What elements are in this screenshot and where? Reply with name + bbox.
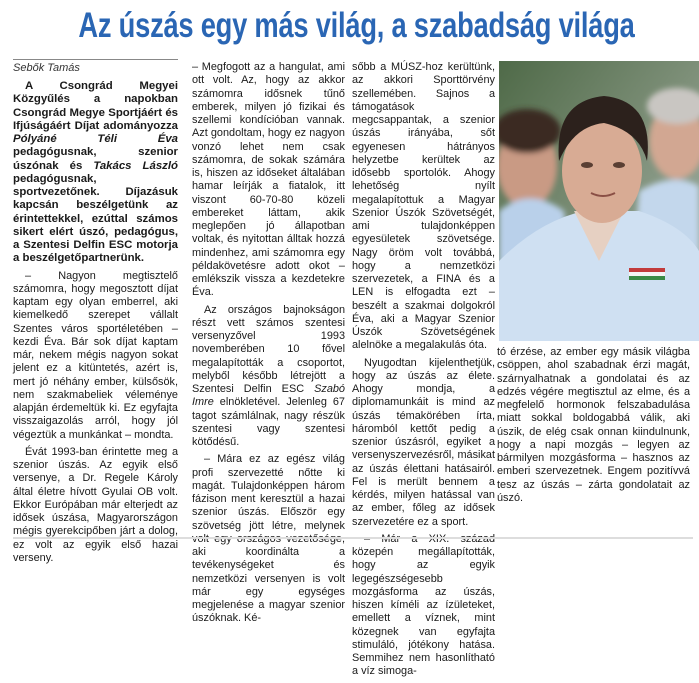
- paragraph: tó érzése, az ember egy másik világba csöppen, ahol szabadnak érzi magát, szárnyalhatnak a gondolatai és az edzés végére megtisztul az elme, és a megfelelő hormonok felszabadulása miatt sokkal boldogabbá válik, aki úszik, de elég csak onnan kiindulnunk, hogy a napi mozgás – legyen az bármilyen mozgásforma – hasznos az emberi szervezetnek. Engem pozitívvá tesz az úszás – zárta gondolatait az úszó.: [497, 346, 690, 504]
- bottom-divider: [13, 537, 693, 539]
- article-photo: [499, 61, 699, 341]
- lead-text: pedagógusnak, szenior úszónak és: [13, 146, 178, 172]
- lead-paragraph: [13, 80, 178, 266]
- column-2: [192, 61, 345, 630]
- paragraph: – Nagyon megtisztelő számomra, hogy megosztott díjat kaptam egy olyan emberrel, aki kiemelkedő szerepet vállalt Szentes város sportéletében – kezdi Éva. Bár sok díjat kaptam már, nekem mégis nagyon sokat jelent ez a kitüntetés, azért is, mert jó néhány ember, külsősök, nem szakmabeliek véleménye alapján érdemeltük ki. Ez egyfajta visszaigazolás arról, hogy jól végeztük a munkánkat – mondta.: [13, 269, 178, 441]
- paragraph-text: elnökletével. Jelenleg 67 tagot számlálnak, nagy részük szentesi vagy szentesi kötődésű.: [192, 396, 345, 448]
- paragraph: Nyugodtan kijelenthetjük, hogy az úszás az élete. Ahogy mondja, a diplomamunkáit is mind az úszás témakörében írta, háromból kettőt pedig a szenior úszásról, egyiket a versenyszervezésről, másikat az úszás élettani hatásairól. Fel is merült bennem a kérdés, milyen hatással van az ember, főleg az idősek szervezetére ez a sport.: [352, 356, 495, 528]
- paragraph: – Megfogott az a hangulat, ami ott volt. Az, hogy az akkor számomra idősnek tűnő emberek, milyen jó fizikai és szellemi kondícióban vannak. Azt gondoltam, hogy ez nagyon vonzó lehet nem csak számomra, de sokak számára is, hiszen az időseket általában hamar leírják a fiatalok, itt viszont 60-70-80 közeli embereket láttam, akik meglepően jó állapotban voltak, és nyitottan álltak hozzá mindenhez, ami számomra egy példakövetésre adott okot – emlékszik vissza a kezdetekre Éva.: [192, 61, 345, 299]
- person-name: Szabó Imre: [192, 383, 345, 409]
- paragraph: [192, 304, 345, 450]
- portrait-photo: [499, 61, 699, 341]
- column-1: [13, 80, 178, 569]
- lead-text: pedagógusnak, sportvezetőnek. Díjazásuk kapcsán beszélgetünk az érintettekkel, ezúttal számos sikert elért úszó, pedagógus, a Szentesi Delfin ESC motorja a beszélgetőpartnerünk.: [13, 172, 178, 265]
- paragraph-text: Az országos bajnokságon részt vett számos szentesi versenyzővel 1993 novemberében 10 fővel megalapították a csoportot, melyből később létrejött a Szentesi Delfin ESC: [192, 303, 345, 395]
- column-4: [497, 346, 690, 509]
- author-byline: Sebők Tamás: [13, 59, 178, 74]
- lead-text: A Csongrád Megyei Közgyűlés a napokban Csongrád Megye Sportjáért és Ifjúságáért Díjat adományozza: [13, 80, 178, 132]
- paragraph: – Mára ez az egész világ profi szervezetté nőtte ki magát. Tulajdonképpen három fázison ment keresztül a hazai szenior úszás. Először egy szövetség jött létre, melynek aki koordinálta a tevékenységeket és nemzetközi versenyen is volt már egy egységes megjelenése a magyar szenior úszóknak. Ké-: [192, 453, 345, 625]
- column-3: [352, 61, 495, 683]
- article-title: [0, 6, 699, 46]
- paragraph: Évát 1993-ban érintette meg a szenior úszás. Az egyik első versenye, a Dr. Regele Károly által életre hívott Gyulai OB volt. Ekkor Európában már elterjedt az idősek úszása, Magyarországon mégis gyerekcipőben járt a dolog, ez volt az egyik első hazai verseny.: [13, 445, 178, 564]
- person-name: Takács László: [93, 159, 178, 172]
- person-name: Pólyáné Téli Éva: [13, 133, 178, 145]
- title-text: Az úszás egy más világ, a szabadság világa: [78, 6, 635, 45]
- paragraph: sőbb a MÚSZ-hoz kerültünk, az akkori Sporttörvény szellemében. Sajnos a támogatások megcsappantak, a szenior úszás irányába, sőt egyenesen hátrányos helyzetbe kerültek az idősebb sportolók. Ahogy lehetőség nyílt megalapítottuk a Magyar Szenior Úszók Szövetségét, ami tulajdonképpen egyesületek szövetsége. Nagy öröm volt továbbá, hogy a nemzetközi szervezetek, a FINA és a LEN is elfogadta ezt – beszélt a szakmai dolgokról Éva, aki a Magyar Szenior Úszók Szövetségének alelnöke a megalakulás óta.: [352, 61, 495, 352]
- paragraph: közepén megállapították, hogy az egyik legegészségesebb mozgásforma az úszás, hiszen kíméli az ízületeket, emellett a víznek, mint közegnek van egyfajta stimuláló, jótékony hatása. Semmihez nem hasonlítható a víz simoga-: [352, 546, 495, 678]
